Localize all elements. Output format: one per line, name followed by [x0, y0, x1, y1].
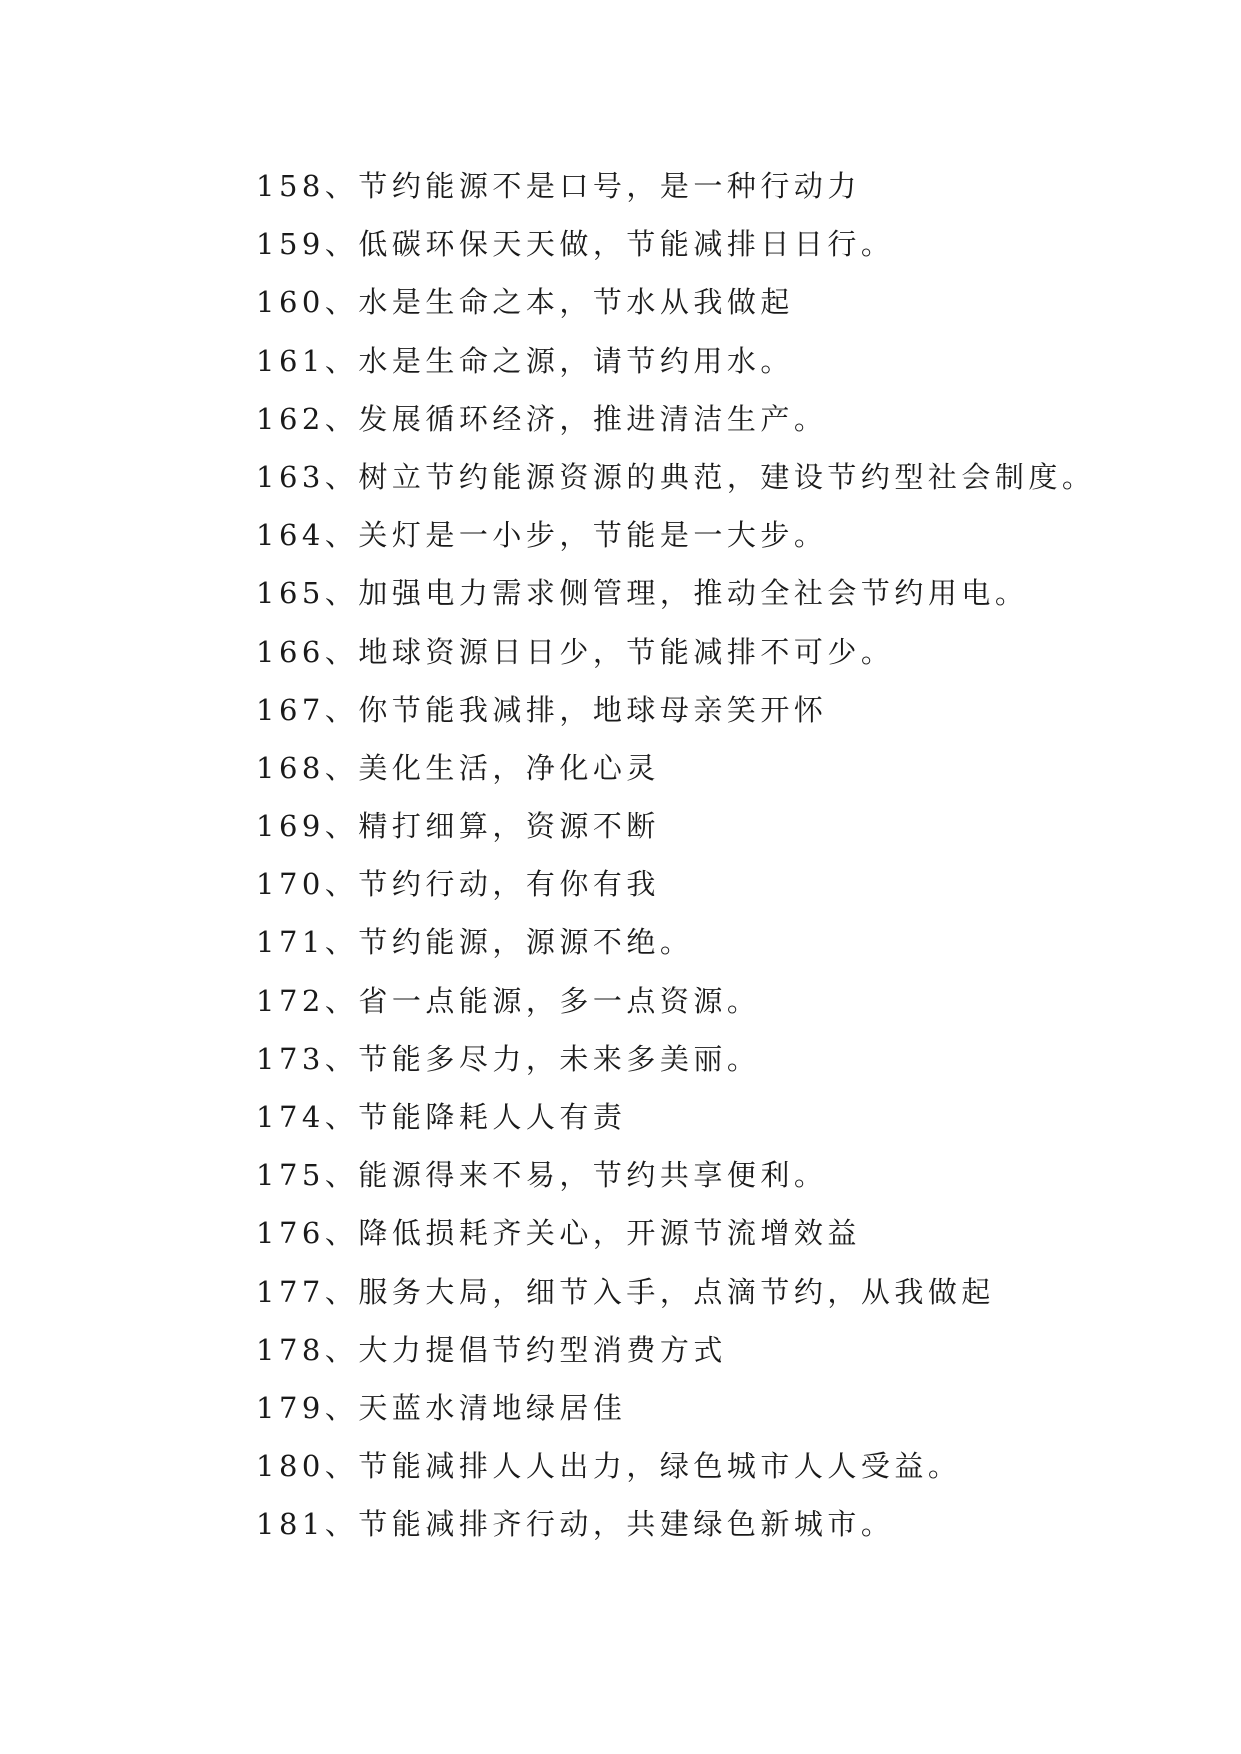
list-item: 181、节能减排齐行动，共建绿色新城市。 [256, 1507, 895, 1542]
list-item: 174、节能降耗人人有责 [256, 1100, 627, 1134]
list-item: 163、树立节约能源资源的典范，建设节约型社会制度。 [256, 459, 1096, 494]
slogan-list [256, 157, 1095, 1554]
list-item: 172、省一点能源，多一点资源。 [256, 983, 761, 1018]
list-item: 158、节约能源不是口号，是一种行动力 [256, 169, 861, 203]
list-item: 160、水是生命之本，节水从我做起 [256, 285, 794, 320]
list-item: 170、节约行动，有你有我 [256, 867, 660, 902]
list-item: 167、你节能我减排，地球母亲笑开怀 [256, 692, 828, 727]
list-item: 177、服务大局，细节入手，点滴节约，从我做起 [256, 1274, 995, 1309]
list-item: 180、节能减排人人出力，绿色城市人人受益。 [256, 1449, 962, 1484]
list-item: 169、精打细算，资源不断 [256, 809, 660, 844]
list-item: 159、低碳环保天天做，节能减排日日行。 [256, 227, 895, 262]
list-item: 166、地球资源日日少，节能减排不可少。 [256, 634, 895, 669]
list-item: 164、关灯是一小步，节能是一大步。 [256, 518, 828, 553]
list-item: 176、降低损耗齐关心，开源节流增效益 [256, 1216, 861, 1251]
list-item: 168、美化生活，净化心灵 [256, 750, 660, 785]
list-item: 162、发展循环经济，推进清洁生产。 [256, 401, 828, 436]
list-item: 161、水是生命之源，请节约用水。 [256, 343, 794, 378]
list-item: 178、大力提倡节约型消费方式 [256, 1332, 727, 1367]
list-item: 179、天蓝水清地绿居佳 [256, 1390, 627, 1425]
list-item: 175、能源得来不易，节约共享便利。 [256, 1158, 828, 1193]
list-item: 171、节约能源，源源不绝。 [256, 925, 694, 960]
list-item: 173、节能多尽力，未来多美丽。 [256, 1041, 761, 1076]
list-item: 165、加强电力需求侧管理，推动全社会节约用电。 [256, 576, 1029, 611]
